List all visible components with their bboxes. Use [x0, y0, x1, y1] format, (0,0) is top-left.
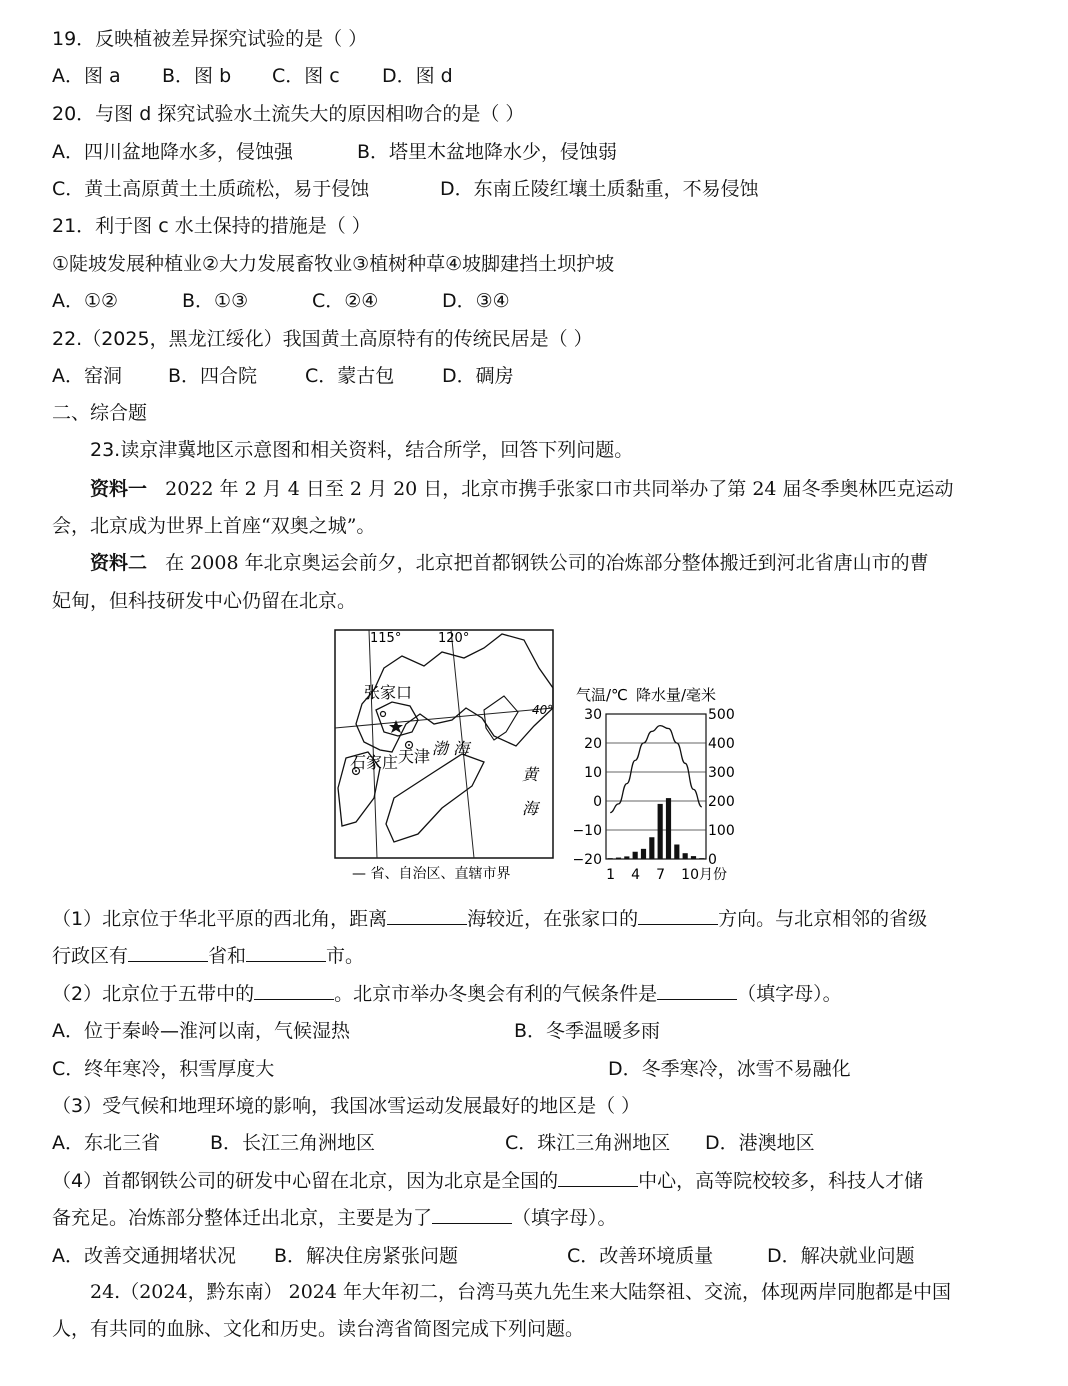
q20-option-b[interactable]: B．塔里木盆地降水少，侵蚀弱: [357, 141, 618, 163]
precipitation-bar: [683, 853, 688, 859]
q23-part4-line1: [52, 1168, 923, 1194]
q23-p2-text-a: （2）北京位于五带中的: [52, 983, 255, 1005]
q23-p2-option-a[interactable]: A．位于秦岭—淮河以南，气候湿热: [52, 1020, 350, 1042]
q23-p1-blank-province[interactable]: [128, 943, 208, 962]
chart-left-ticks: [572, 707, 602, 868]
q23-p2-option-c[interactable]: C．终年寒冷，积雪厚度大: [52, 1058, 275, 1080]
q23-part3-options: [52, 1130, 815, 1156]
figure-svg: [334, 628, 734, 890]
q23-stem: 23.读京津冀地区示意图和相关资料，结合所学，回答下列问题。: [90, 439, 634, 461]
q19-option-c[interactable]: C．图 c: [272, 65, 340, 87]
q23-part2-line1: [52, 981, 842, 1007]
precipitation-bar: [641, 849, 646, 859]
q22-option-a[interactable]: A．窑洞: [52, 365, 122, 387]
q23-p1-blank-direction[interactable]: [638, 906, 718, 925]
q21-option-d[interactable]: D．③④: [442, 290, 510, 312]
q20-stem: 20．与图 d 探究试验水土流失大的原因相吻合的是（ ）: [52, 103, 525, 125]
left-tick-label: −10: [572, 823, 602, 839]
q23-p1-text-e: 省和: [208, 945, 247, 967]
q23-p3-option-c[interactable]: C．珠江三角洲地区: [505, 1132, 671, 1154]
x-tick-label: 1: [606, 867, 616, 883]
chart-right-axis-title: 降水量/毫米: [636, 686, 717, 704]
q23-p4-blank-center[interactable]: [558, 1168, 638, 1187]
chart-right-ticks: [708, 707, 734, 868]
q23-p2-blank-zone[interactable]: [254, 981, 334, 1000]
q23-p4-option-c[interactable]: C．改善环境质量: [567, 1245, 714, 1267]
q23-part1-line1: [52, 906, 927, 932]
q22-stem: 22.（2025，黑龙江绥化）我国黄土高原特有的传统民居是（ ）: [52, 328, 593, 350]
chart-left-axis-title: 气温/℃: [576, 686, 628, 704]
map-legend: — 省、自治区、直辖市界: [352, 866, 511, 882]
q24-line2: 人，有共同的血脉、文化和历史。读台湾省简图完成下列问题。: [52, 1318, 585, 1340]
q23-material2-line1: [90, 550, 929, 576]
left-tick-label: 0: [593, 794, 602, 810]
q23-part2-options-row2: [52, 1056, 851, 1082]
precipitation-bar: [666, 798, 671, 859]
q23-p4-option-a[interactable]: A．改善交通拥堵状况: [52, 1245, 236, 1267]
map-lon-120: 120°: [438, 631, 470, 646]
q23-p2-option-b[interactable]: B．冬季温暖多雨: [514, 1020, 661, 1042]
q23-figure: [334, 628, 734, 895]
q22-option-d[interactable]: D．碉房: [442, 365, 514, 387]
left-tick-label: 20: [584, 736, 602, 752]
right-tick-label: 500: [708, 707, 734, 723]
q21-options: [52, 288, 510, 314]
q23-part4-line2: [52, 1205, 617, 1231]
q23-p4-option-d[interactable]: D．解决就业问题: [767, 1245, 915, 1267]
map-label-bohai: 渤 海: [432, 739, 470, 758]
right-tick-label: 100: [708, 823, 734, 839]
q23-part3-stem: （3）受气候和地理环境的影响，我国冰雪运动发展最好的地区是（ ）: [52, 1095, 641, 1117]
q21-option-c[interactable]: C．②④: [312, 290, 379, 312]
q22-options: [52, 363, 514, 389]
beijing-tianjin-hebei-map: [335, 630, 553, 882]
precipitation-bar: [633, 852, 638, 859]
q23-p3-option-b[interactable]: B．长江三角洲地区: [210, 1132, 376, 1154]
q23-p1-blank-city[interactable]: [246, 943, 326, 962]
q23-p1-text-d: 行政区有: [52, 945, 129, 967]
precipitation-bar: [616, 858, 621, 859]
q23-p1-text-b: 海较近，在张家口的: [467, 908, 639, 930]
precipitation-bar: [624, 856, 629, 859]
q23-p2-blank-answer[interactable]: [657, 981, 737, 1000]
x-tick-label: 7: [656, 867, 666, 883]
q21-option-a[interactable]: A．①②: [52, 290, 119, 312]
map-label-huanghai-1: 黄: [522, 765, 539, 784]
q21-stem: 21．利于图 c 水土保持的措施是（ ）: [52, 215, 371, 237]
q23-material1-line2: 会，北京成为世界上首座“双奥之城”。: [52, 515, 376, 537]
left-tick-label: −20: [572, 852, 602, 868]
material1-text: 2022 年 2 月 4 日至 2 月 20 日，北京市携手张家口市共同举办了第 24 届冬季奥林匹克运动: [165, 478, 954, 500]
precipitation-bars: [608, 798, 705, 859]
x-tick-label: 4: [631, 867, 641, 883]
right-tick-label: 400: [708, 736, 734, 752]
q23-material2-line2: 妃甸，但科技研发中心仍留在北京。: [52, 590, 357, 612]
q23-p1-text-f: 市。: [326, 945, 365, 967]
q23-part1-line2: [52, 943, 364, 969]
material2-text: 在 2008 年北京奥运会前夕，北京把首都钢铁公司的冶炼部分整体搬迁到河北省唐山市的曹: [165, 552, 929, 574]
q19-options: [52, 63, 453, 89]
q23-p4-option-b[interactable]: B．解决住房紧张问题: [274, 1245, 459, 1267]
q20-option-d[interactable]: D．东南丘陵红壤土质黏重，不易侵蚀: [440, 178, 759, 200]
map-label-huanghai-2: 海: [522, 799, 539, 818]
q23-p2-option-d[interactable]: D．冬季寒冷，冰雪不易融化: [608, 1058, 851, 1080]
right-tick-label: 200: [708, 794, 734, 810]
q22-option-c[interactable]: C．蒙古包: [305, 365, 395, 387]
q23-p4-text-b: 中心，高等院校较多，科技人才储: [638, 1170, 924, 1192]
q23-p1-text-a: （1）北京位于华北平原的西北角，距离: [52, 908, 388, 930]
q23-part4-options: [52, 1243, 915, 1269]
q19-option-a[interactable]: A．图 a: [52, 65, 121, 87]
precipitation-bar: [608, 858, 613, 859]
q23-p4-text-d: （填字母）。: [512, 1207, 617, 1229]
map-label-zhangjiakou: 张家口: [364, 683, 413, 702]
section-heading: 二、综合题: [52, 402, 148, 424]
q21-option-b[interactable]: B．①③: [182, 290, 249, 312]
q23-p4-blank-answer[interactable]: [432, 1205, 512, 1224]
q23-material1-line1: [90, 476, 954, 502]
q19-stem: 19．反映植被差异探究试验的是（ ）: [52, 28, 368, 50]
q20-options-row1: [52, 139, 617, 165]
precipitation-bar: [699, 858, 704, 859]
q23-p3-option-d[interactable]: D．港澳地区: [705, 1132, 815, 1154]
x-tick-label: 10月份: [681, 867, 727, 883]
q23-p4-text-a: （4）首都钢铁公司的研发中心留在北京，因为北京是全国的: [52, 1170, 559, 1192]
q19-option-b[interactable]: B．图 b: [162, 65, 232, 87]
q23-p4-text-c: 备充足。冶炼部分整体迁出北京，主要是为了: [52, 1207, 433, 1229]
material2-label: 资料二: [90, 552, 148, 574]
q23-p2-text-c: （填字母）。: [737, 983, 842, 1005]
q20-options-row2: [52, 176, 759, 202]
precipitation-bar: [649, 837, 654, 859]
q23-p3-option-a[interactable]: A．东北三省: [52, 1132, 160, 1154]
chart-x-ticks: [606, 867, 727, 883]
map-label-shijiazhuang: 石家庄: [350, 753, 399, 772]
left-tick-label: 10: [584, 765, 602, 781]
q20-option-c[interactable]: C．黄土高原黄土土质疏松，易于侵蚀: [52, 178, 370, 200]
map-lon-115: 115°: [370, 631, 402, 646]
precipitation-bar: [658, 804, 663, 859]
temperature-curve: [610, 726, 702, 813]
q20-option-a[interactable]: A．四川盆地降水多，侵蚀强: [52, 141, 293, 163]
q19-option-d[interactable]: D．图 d: [382, 65, 453, 87]
map-lat-40: 40°: [532, 703, 554, 717]
q23-part2-options-row1: [52, 1018, 660, 1044]
map-label-tianjin: 天津: [398, 747, 431, 766]
right-tick-label: 300: [708, 765, 734, 781]
precipitation-bar: [691, 856, 696, 859]
precipitation-bar: [674, 845, 679, 860]
right-tick-label: 0: [708, 852, 717, 868]
q23-p1-blank-sea[interactable]: [387, 906, 467, 925]
left-tick-label: 30: [584, 707, 602, 723]
q23-p2-text-b: 。北京市举办冬奥会有利的气候条件是: [334, 983, 658, 1005]
q23-p1-text-c: 方向。与北京相邻的省级: [718, 908, 928, 930]
q24-line1: 24.（2024，黔东南） 2024 年大年初二，台湾马英九先生来大陆祭祖、交流，体现两岸同胞都是中国: [90, 1281, 952, 1303]
material1-label: 资料一: [90, 478, 148, 500]
climate-chart: [572, 686, 734, 883]
q21-measures: ①陡坡发展种植业②大力发展畜牧业③植树种草④坡脚建挡土坝护坡: [52, 253, 615, 275]
q22-option-b[interactable]: B．四合院: [168, 365, 258, 387]
